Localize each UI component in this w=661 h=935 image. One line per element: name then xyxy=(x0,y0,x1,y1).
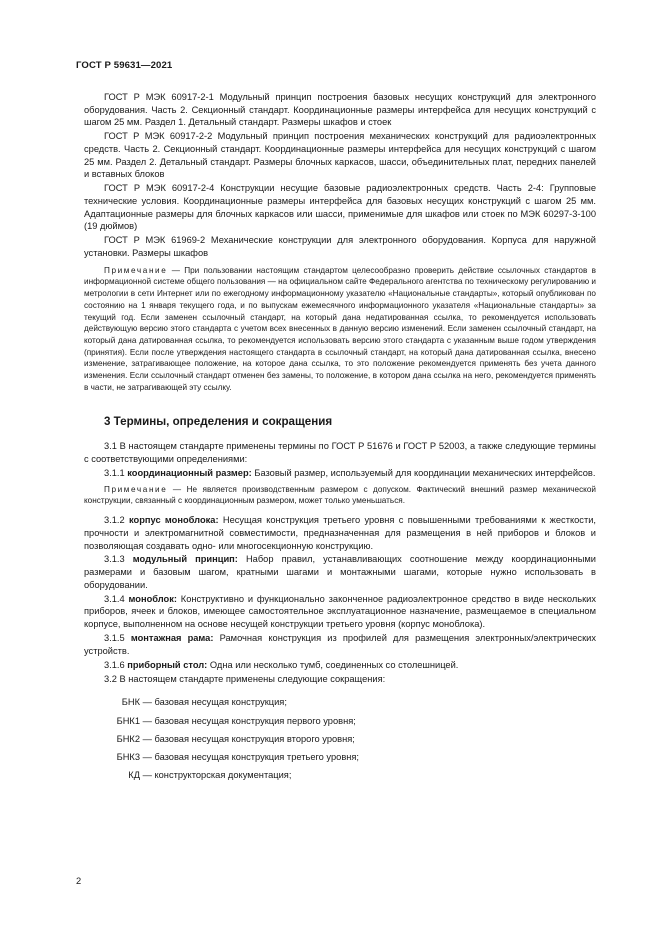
note-references xyxy=(84,265,596,394)
document-header: ГОСТ Р 59631—2021 xyxy=(76,60,173,71)
abbreviation-item xyxy=(84,733,596,746)
term-definition: Рамочная конструкция из профилей для размещения электронных/электрических устройств. xyxy=(84,633,596,656)
abbreviation-key: БНК xyxy=(121,697,140,708)
abbreviation-item xyxy=(84,696,596,709)
abbreviation-list xyxy=(84,696,596,782)
abbreviation-item xyxy=(84,769,596,782)
abbreviation-key: БНК1 xyxy=(116,715,140,726)
term-number: 3.1.5 xyxy=(104,633,131,644)
term-3-1-2 xyxy=(84,514,596,552)
abbreviation-value: — базовая несущая конструкция; xyxy=(140,697,287,708)
abbreviation-item xyxy=(84,715,596,728)
section-title: 3 Термины, определения и сокращения xyxy=(104,415,333,429)
note-text: — Не является производственным размером с допуском. Фактический внешний размер механической конструкции, связанный с координационным размером, может только уменьшаться. xyxy=(84,484,596,506)
term-definition: Несущая конструкция третьего уровня с повышенными требованиями к жесткости, прочности и электромагнитной совместимости, предназначенная для размещения в ней приборов и блоков и позволяющая создавать одно- или многосекционную конструкцию. xyxy=(84,515,596,551)
term-name: координационный размер: xyxy=(127,468,252,479)
abbreviation-key: КД xyxy=(128,770,140,781)
term-number: 3.1.3 xyxy=(104,554,133,565)
term-name: монтажная рама: xyxy=(130,633,214,644)
reference-paragraph: ГОСТ Р МЭК 61969-2 Механические конструкции для электронного оборудования. Корпуса для наружной установки. Размеры шкафов xyxy=(84,235,596,258)
term-definition: Одна или несколько тумб, соединенных со столешницей. xyxy=(207,659,459,670)
reference-paragraph: ГОСТ Р МЭК 60917-2-1 Модульный принцип построения базовых несущих конструкций для электронного оборудования. Часть 2. Секционный стандарт. Координационные размеры интерфейса для несущих конструкций с шагом 25 мм. Раздел 1. Детальный стандарт. Размеры шкафов и стоек xyxy=(84,92,596,128)
term-3-1-3 xyxy=(84,553,596,591)
note-term-3-1-1 xyxy=(84,484,596,507)
abbreviation-value: — базовая несущая конструкция третьего уровня; xyxy=(140,752,360,763)
note-text: — При пользовании настоящим стандартом целесообразно проверить действие ссылочных стандартов в информационной системе общего пользования — на официальном сайте Федерального агентства по техническому регулированию и метрологии в сети Интернет или по ежегодному информационному указателю «Национальные стандарты», который опубликован по состоянию на 1 января текущего года, и по выпускам ежемесячного информационного указателя «Национальные стандарты» за текущий год. Если заменен ссылочный стандарт, на который дана недатированная ссылка, то рекомендуется использовать действующую версию этого стандарта с учетом всех внесенных в данную версию изменений. Если заменен ссылочный стандарт, на который дана датированная ссылка, то рекомендуется использовать версию этого стандарта с указанным выше годом утверждения (принятия). Если после утверждения настоящего стандарта в ссылочный стандарт, на который дана датированная ссылка, внесено изменение, затрагивающее положение, на которое дана ссылка, то это положение рекомендуется применять без учета данного изменения. Если ссылочный стандарт отменен без замены, то положение, в котором дана ссылка на него, рекомендуется применять в части, не затрагивающей эту ссылку. xyxy=(84,265,596,392)
abbreviation-value: — базовая несущая конструкция первого уровня; xyxy=(140,715,356,726)
abbreviation-value: — конструкторская документация; xyxy=(140,770,292,781)
term-number: 3.1.4 xyxy=(104,593,129,604)
term-name: корпус моноблока: xyxy=(129,515,219,526)
document-body xyxy=(84,91,596,788)
term-definition: Конструктивно и функционально законченное радиоэлектронное средство в виде нескольких приборов, ячеек и блоков, имеющее самостоятельное эксплуатационное назначение, размещаемое в специальном корпусе, выполненном на основе несущей конструкции третьего уровня (корпус моноблока). xyxy=(84,593,597,630)
term-3-1-1 xyxy=(84,467,596,480)
term-number: 3.1.6 xyxy=(104,659,128,670)
clause-3-2: 3.2 В настоящем стандарте применены следующие сокращения: xyxy=(104,673,386,684)
abbreviation-key: БНК3 xyxy=(116,752,140,763)
term-number: 3.1.2 xyxy=(104,515,129,526)
clause-3-1: 3.1 В настоящем стандарте применены термины по ГОСТ Р 51676 и ГОСТ Р 52003, а также следующие термины с соответствующими определениями: xyxy=(84,441,596,465)
reference-paragraph: ГОСТ Р МЭК 60917-2-4 Конструкции несущие базовые радиоэлектронных средств. Часть 2-4: Групповые технические условия. Координационные размеры интерфейса для базовых несущих конструкций с шагом 25 мм. Адаптационные размеры для блочных каркасов или шасси, применимые для шкафов или стоек по МЭК 60297-3-100 (19 дюймов) xyxy=(84,183,596,232)
term-number: 3.1.1 xyxy=(104,468,128,479)
term-name: приборный стол: xyxy=(127,659,208,670)
term-3-1-4 xyxy=(84,593,596,631)
term-definition: Базовый размер, используемый для координации механических интерфейсов. xyxy=(251,468,596,479)
term-3-1-6 xyxy=(84,659,596,672)
abbreviation-item xyxy=(84,751,596,764)
abbreviation-key: БНК2 xyxy=(116,733,140,744)
term-name: моноблок: xyxy=(128,593,177,604)
note-label: Примечание xyxy=(104,265,168,275)
term-name: модульный принцип: xyxy=(132,554,238,565)
term-3-1-5 xyxy=(84,632,596,657)
note-label: Примечание xyxy=(104,484,168,494)
term-definition: Набор правил, устанавливающих соотношение между координационными размерами и базовым шагом, кратными шагами и монтажными шагами, которые нужно использовать в оборудовании. xyxy=(84,554,596,590)
reference-paragraph: ГОСТ Р МЭК 60917-2-2 Модульный принцип построения механических конструкций для радиоэлектронных средств. Часть 2. Секционный стандарт. Координационные размеры интерфейса для несущих конструкций с шагом 25 мм. Раздел 2. Детальный стандарт. Размеры блочных каркасов, шасси, объединительных плат, передних панелей и вставных блоков xyxy=(84,131,596,180)
page-number: 2 xyxy=(76,876,82,886)
abbreviation-value: — базовая несущая конструкция второго уровня; xyxy=(140,733,355,744)
